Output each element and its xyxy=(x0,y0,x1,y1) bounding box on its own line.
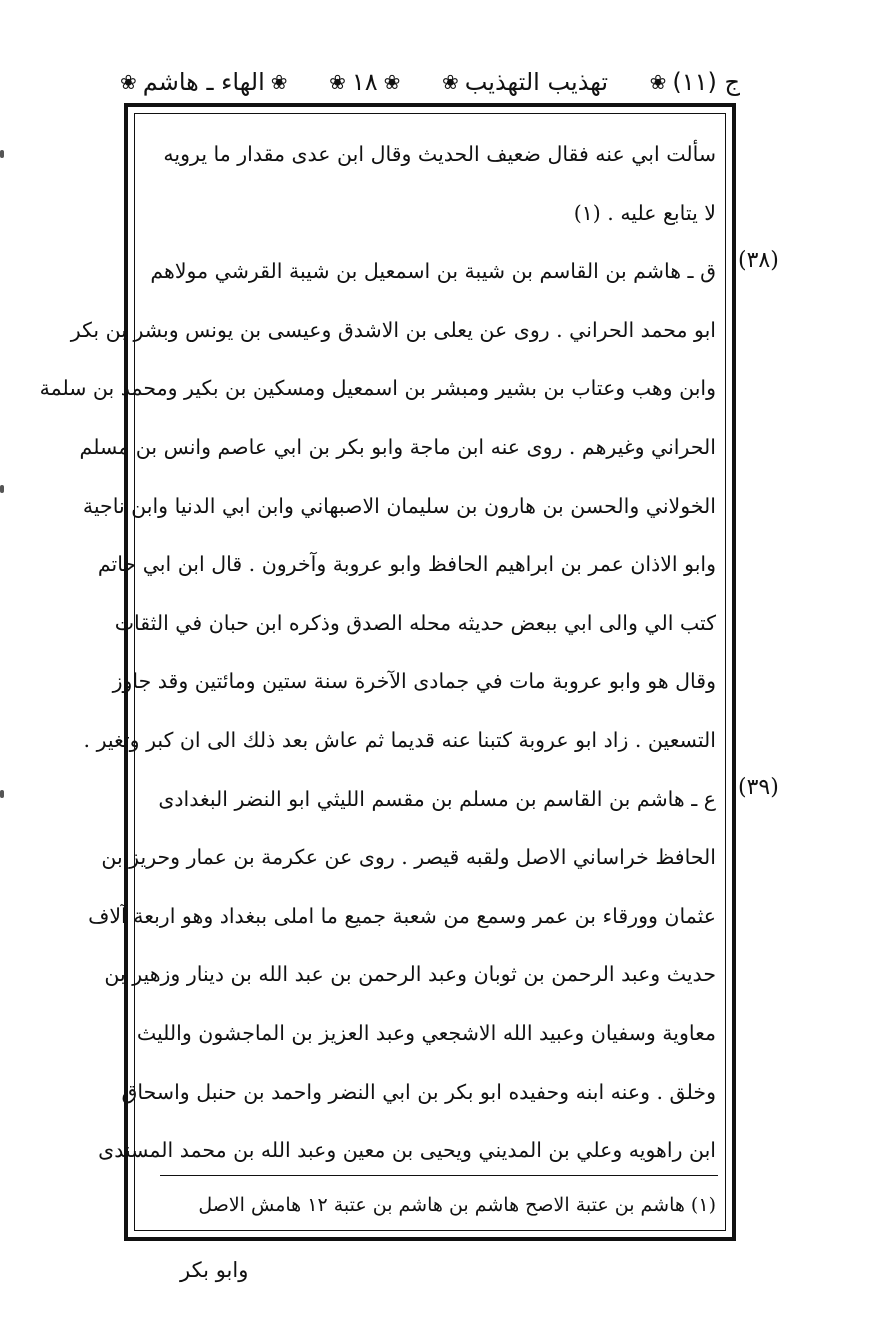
volume-label xyxy=(650,68,740,96)
book-title-text: تهذيب التهذيب xyxy=(464,68,609,96)
section-text: الهاء ـ هاشم xyxy=(142,68,265,96)
flower-ornament-icon: ❀ xyxy=(649,70,667,94)
text-line: لا يتابع عليه . (١) xyxy=(573,200,716,225)
text-line: سألت ابي عنه فقال ضعيف الحديث وقال ابن عدى مقدار ما يرويه xyxy=(163,142,716,166)
text-line: ابو محمد الحراني . روى عن يعلى بن الاشدق وعيسى بن يونس وبشر بن بكر xyxy=(70,317,716,342)
page-number xyxy=(329,68,400,96)
flower-ornament-icon: ❀ xyxy=(270,70,288,94)
text-line: معاوية وسفيان وعبيد الله الاشجعي وعبد العزيز بن الماجشون والليث xyxy=(136,1020,716,1045)
main-text xyxy=(39,125,716,1180)
footnote: (١) هاشم بن عتبة الاصح هاشم بن هاشم بن عتبة ١٢ هامش الاصل xyxy=(198,1194,716,1216)
book-title xyxy=(442,68,608,96)
text-line: ع ـ هاشم بن القاسم بن مسلم بن مقسم الليثي ابو النضر البغدادى xyxy=(158,786,716,811)
text-line: الحراني وغيرهم . روى عنه ابن ماجة وابو بكر بن ابي عاصم وانس بن مسلم xyxy=(79,434,716,459)
section-label xyxy=(120,68,288,96)
text-line: ابن راهويه وعلي بن المديني ويحيى بن معين وعبد الله بن محمد المسندى xyxy=(98,1138,716,1163)
entry-number: (٣٨) xyxy=(738,248,779,273)
text-line: وابن وهب وعتاب بن بشير ومبشر بن اسمعيل ومسكين بن بكير ومحمد بن سلمة xyxy=(39,376,716,401)
flower-ornament-icon: ❀ xyxy=(120,70,137,94)
text-line: ق ـ هاشم بن القاسم بن شيبة بن اسمعيل بن شيبة القرشي مولاهم xyxy=(150,259,716,284)
running-head xyxy=(120,62,740,102)
page-frame xyxy=(39,103,736,1241)
footnote-rule xyxy=(160,1175,718,1176)
text-line: الحافظ خراساني الاصل ولقبه قيصر . روى عن عكرمة بن عمار وحريز بن xyxy=(101,845,716,870)
text-line: وخلق . وعنه ابنه وحفيده ابو بكر بن ابي النضر واحمد بن حنبل واسحاق xyxy=(121,1079,716,1104)
entry-number: (٣٩) xyxy=(738,775,779,800)
text-line: الخولاني والحسن بن هارون بن سليمان الاصبهاني وابن ابي الدنيا وابن ناجية xyxy=(82,493,716,518)
text-line: حديث وعبد الرحمن بن ثوبان وعبد الرحمن بن عبد الله بن دينار وزهير بن xyxy=(104,962,716,987)
text-line: وقال هو وابو عروبة مات في جمادى الآخرة سنة ستين ومائتين وقد جاوز xyxy=(112,669,716,694)
scan-mark xyxy=(0,485,4,493)
flower-ornament-icon: ❀ xyxy=(329,70,346,94)
catchword: وابو بكر xyxy=(180,1258,249,1282)
flower-ornament-icon: ❀ xyxy=(441,70,459,94)
text-line: التسعين . زاد ابو عروبة كتبنا عنه قديما ثم عاش بعد ذلك الى ان كبر وتغير . xyxy=(83,727,716,752)
volume-text: ج (١١) xyxy=(672,68,740,96)
flower-ornament-icon: ❀ xyxy=(383,70,401,94)
page-number-text: ١٨ xyxy=(351,68,378,96)
text-line: عثمان وورقاء بن عمر وسمع من شعبة جميع ما املى ببغداد وهو اربعة آلاف xyxy=(88,903,716,928)
text-line: وابو الاذان عمر بن ابراهيم الحافظ وابو عروبة وآخرون . قال ابن ابي حاتم xyxy=(97,552,716,577)
text-line: كتب الي والى ابي ببعض حديثه محله الصدق وذكره ابن حبان في الثقات xyxy=(114,610,716,635)
scan-mark xyxy=(0,790,4,798)
scan-mark xyxy=(0,150,4,158)
